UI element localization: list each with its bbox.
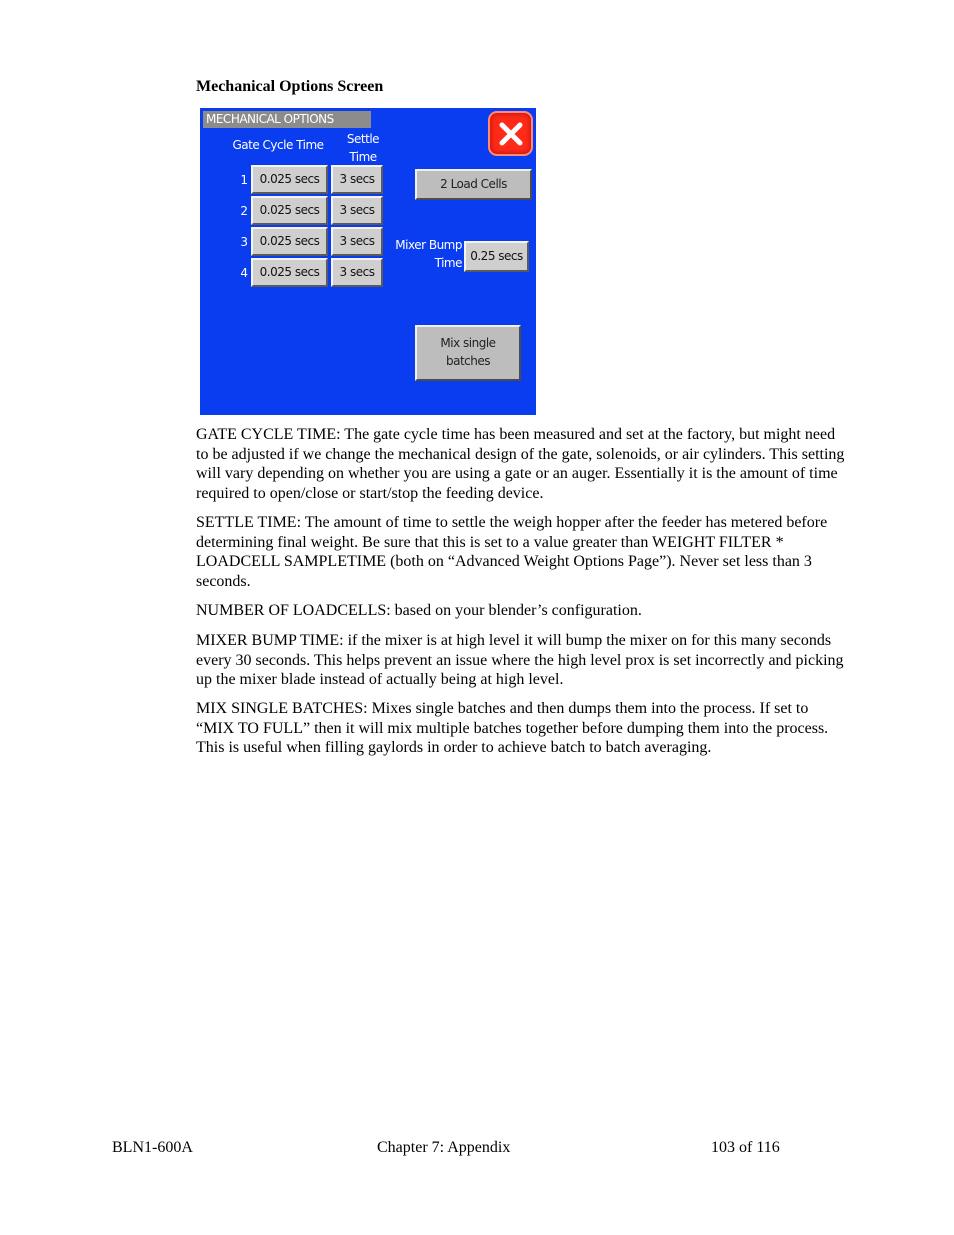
close-x-icon (498, 121, 524, 147)
close-button[interactable] (488, 111, 533, 156)
mechanical-options-screen (200, 108, 536, 415)
mix-single-batches-button[interactable]: Mix single batches (415, 325, 521, 381)
settle-time-field-1[interactable]: 3 secs (331, 165, 383, 194)
mixer-bump-time-field[interactable]: 0.25 secs (464, 241, 529, 272)
row-number: 4 (240, 266, 248, 280)
row-number: 2 (240, 204, 248, 218)
screen-title: MECHANICAL OPTIONS (203, 111, 371, 128)
settle-time-paragraph: SETTLE TIME: The amount of time to settle the weigh hopper after the feeder has metered before determining final weight. Be sure that this is set to a value greater than WEIGHT FILTER * LOADCELL SAMPLETIME (both on “Advanced Weight Options Page”). Never set less than 3 seconds. (196, 514, 828, 591)
row-number: 3 (240, 235, 248, 249)
load-cells-button[interactable]: 2 Load Cells (415, 169, 532, 200)
gate-cycle-time-header: Gate Cycle Time (232, 138, 324, 152)
settle-time-field-2[interactable]: 3 secs (331, 196, 383, 225)
gate-cycle-time-field-1[interactable]: 0.025 secs (251, 165, 328, 194)
row-number: 1 (240, 173, 248, 187)
settle-time-header: Settle Time (346, 132, 380, 164)
mixer-bump-time-label: Mixer Bump Time (395, 238, 462, 270)
footer-doc-id: BLN1-600A (112, 1139, 193, 1156)
gate-cycle-time-field-4[interactable]: 0.025 secs (251, 258, 328, 287)
mix-single-batches-paragraph: MIX SINGLE BATCHES: Mixes single batches and then dumps them into the process. If set to “MIX TO FULL” then it will mix multiple batches together before dumping them into the process. This is useful when filling gaylords in order to achieve batch to batch averaging. (196, 700, 829, 757)
settle-time-field-4[interactable]: 3 secs (331, 258, 383, 287)
mixer-bump-time-paragraph: MIXER BUMP TIME: if the mixer is at high level it will bump the mixer on for this many seconds every 30 seconds. This helps prevent an issue where the high level prox is set incorrectly and picking up the mixer blade instead of actually being at high level. (196, 632, 844, 689)
gate-cycle-time-paragraph: GATE CYCLE TIME: The gate cycle time has been measured and set at the factory, but might need to be adjusted if we change the mechanical design of the gate, solenoids, or air cylinders. This setting will vary depending on whether you are using a gate or an auger. Essentially it is the amount of time required to open/close or start/stop the feeding device. (196, 426, 845, 503)
footer-chapter: Chapter 7: Appendix (377, 1139, 511, 1156)
gate-cycle-time-field-3[interactable]: 0.025 secs (251, 227, 328, 256)
footer-page-number: 103 of 116 (711, 1139, 780, 1156)
section-title: Mechanical Options Screen (196, 78, 384, 95)
gate-cycle-time-field-2[interactable]: 0.025 secs (251, 196, 328, 225)
settle-time-field-3[interactable]: 3 secs (331, 227, 383, 256)
number-of-loadcells-paragraph: NUMBER OF LOADCELLS: based on your blender’s configuration. (196, 602, 642, 619)
